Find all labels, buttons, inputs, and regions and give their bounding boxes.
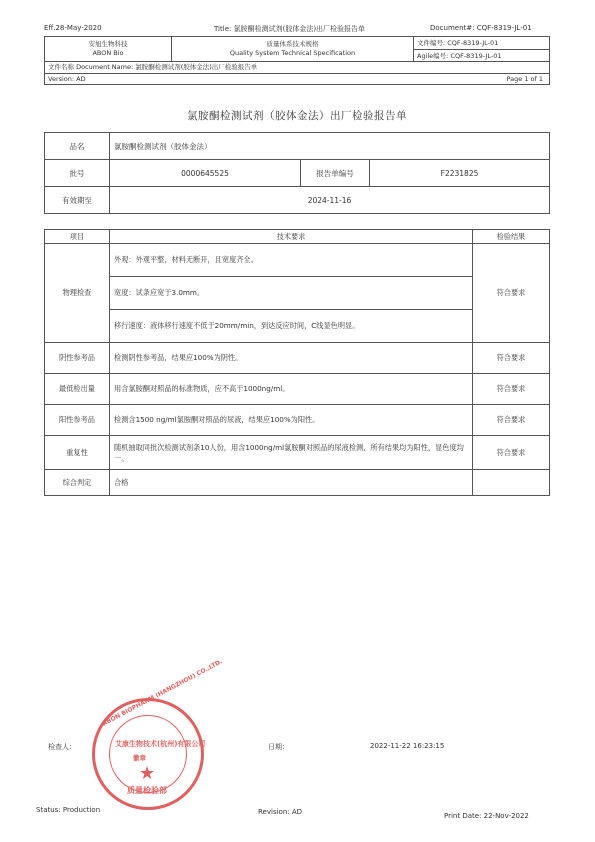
quality-system-cn: 质量体系技术规格 xyxy=(266,40,319,48)
product-name-label: 品名 xyxy=(45,133,110,160)
seal-outer-text: ABON BIOPHARM (HANGZHOU) CO.,LTD. xyxy=(101,658,224,728)
header-item: 项目 xyxy=(45,230,110,244)
doc-ref-1: 文件编号: CQF-8319-JL-01 xyxy=(417,39,499,47)
table-row xyxy=(45,470,550,496)
requirement-line: 用含氯胺酮对照品的标准物质，应不高于1000ng/ml。 xyxy=(110,374,473,405)
row-item: 综合判定 xyxy=(45,470,110,496)
company-seal xyxy=(92,658,224,810)
product-info-table xyxy=(44,132,550,214)
row-result: 符合要求 xyxy=(473,244,550,343)
batch-label: 批号 xyxy=(45,160,110,187)
product-name-value: 氯胺酮检测试剂（胶体金法） xyxy=(110,133,550,160)
footer-status: Status: Production xyxy=(36,806,101,814)
test-table-header xyxy=(45,230,550,244)
doc-ref-cell-1 xyxy=(413,36,550,50)
footer-revision: Revision: AD xyxy=(258,808,303,816)
header-conclusion: 检验结果 xyxy=(473,230,550,244)
eff-date: Eff.28-May-2020 xyxy=(44,24,102,32)
requirement-line: 宽度：试条应宽于3.0mm。 xyxy=(110,277,472,310)
star-icon: ★ xyxy=(139,763,156,784)
batch-row xyxy=(45,160,550,187)
expiry-value: 2024-11-16 xyxy=(110,187,550,214)
header-requirement: 技术要求 xyxy=(110,230,473,244)
version-cell xyxy=(44,73,550,85)
row-result: 符合要求 xyxy=(473,374,550,405)
seal-inner-text: 艾康生物技术(杭州)有限公司 xyxy=(115,740,206,748)
requirement-line: 移行速度：液体移行速度不低于20mm/min，到达反应时间，C线显色明显。 xyxy=(114,321,360,330)
requirement-line: 外观：外观平整，材料无断开，且宽度齐全。 xyxy=(110,244,472,277)
row-result xyxy=(473,470,550,496)
requirement-line: 合格 xyxy=(110,470,473,496)
company-name-cn: 安旭生物科技 xyxy=(88,40,128,48)
row-item: 物理检查 xyxy=(45,244,110,343)
table-row xyxy=(45,436,550,470)
table-row xyxy=(45,405,550,436)
requirement-line: 随机抽取同批次检测试剂条10人份，用含1000ng/ml氯胺酮对照品的尿液检测，所有结果均为阳性，显色度均一。 xyxy=(110,436,473,470)
product-name-row xyxy=(45,133,550,160)
row-result: 符合要求 xyxy=(473,343,550,374)
report-number-label: 报告单编号 xyxy=(301,160,370,187)
table-row xyxy=(45,374,550,405)
document-title: Title: 氯胺酮检测试剂(胶体金法)出厂检验报告单 xyxy=(214,25,366,33)
expiry-label: 有效期至 xyxy=(45,187,110,214)
test-results-table xyxy=(44,229,550,496)
doc-ref-2: Agile编号: CQF-8319-JL-01 xyxy=(417,52,502,60)
row-item: 最低检出量 xyxy=(45,374,110,405)
doc-name: 文件名称 Document Name: 氯胺酮检测试剂(胶体金法)出厂检验报告单 xyxy=(48,63,258,71)
requirement-line: 检测含1500 ng/ml氯胺酮对照品的尿液，结果应100%为阳性。 xyxy=(110,405,473,436)
quality-system-cell xyxy=(171,36,414,62)
row-item: 阳性参考品 xyxy=(45,405,110,436)
page-number: Page 1 of 1 xyxy=(506,75,543,83)
company-cell xyxy=(44,36,172,62)
row-requirements xyxy=(110,244,473,343)
footer-print-date: Print Date: 22-Nov-2022 xyxy=(444,812,529,820)
report-number-value: F2231825 xyxy=(370,160,550,187)
seal-bottom-text: 质量检验部 xyxy=(127,786,167,795)
inspector-label: 检查人： xyxy=(48,743,76,751)
expiry-row xyxy=(45,187,550,214)
table-row xyxy=(45,343,550,374)
row-result: 符合要求 xyxy=(473,436,550,470)
date-label: 日期： xyxy=(268,743,289,751)
row-result: 符合要求 xyxy=(473,405,550,436)
seal-small-text: 徽章 xyxy=(133,754,146,762)
date-value: 2022-11-22 16:23:15 xyxy=(370,742,445,750)
table-row xyxy=(45,244,550,343)
row-item: 重复性 xyxy=(45,436,110,470)
report-title: 氯胺酮检测试剂（胶体金法）出厂检验报告单 xyxy=(187,110,407,122)
document-number: Document#: CQF-8319-JL-01 xyxy=(430,24,532,32)
version: Version: AD xyxy=(48,75,86,83)
batch-value: 0000645525 xyxy=(110,160,301,187)
row-item: 阴性参考品 xyxy=(45,343,110,374)
quality-system-en: Quality System Technical Specification xyxy=(229,49,356,57)
company-name-en: ABON Bio xyxy=(92,49,124,57)
requirement-line: 检测阴性参考品，结果应100%为阴性。 xyxy=(110,343,473,374)
